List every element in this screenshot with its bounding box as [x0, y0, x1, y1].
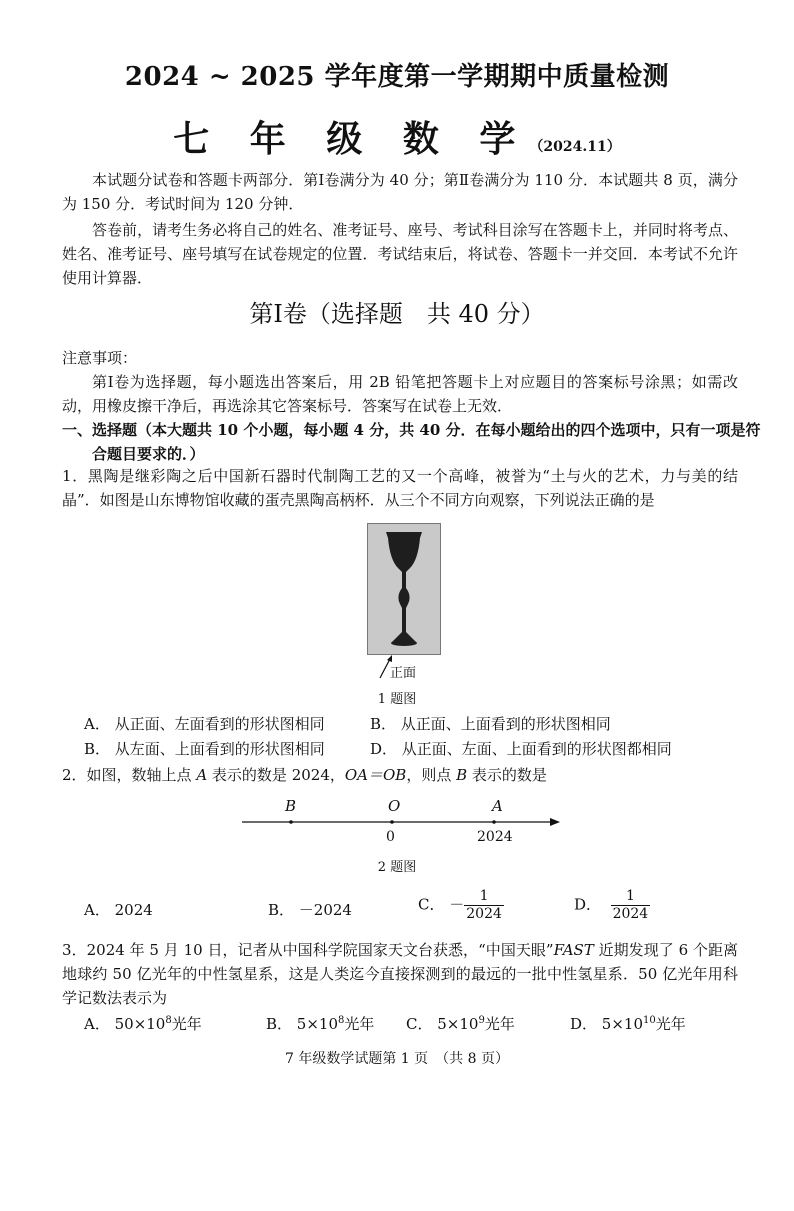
fraction-numerator: 1: [464, 888, 504, 906]
question-2-options-row: [84, 888, 744, 932]
q3-option-c-unit: 光年: [484, 1015, 515, 1033]
q2-option-c[interactable]: [418, 888, 504, 923]
q3-text-part: 3．2024 年 5 月 10 日，记者从中国科学院国家天文台获悉，“中国天眼”: [62, 941, 554, 959]
q2-equation: OA＝OB: [344, 766, 407, 784]
q3-option-d-base: D． 5×10: [570, 1015, 643, 1033]
q3-option-b-base: B． 5×10: [266, 1015, 338, 1033]
q3-option-d[interactable]: [570, 1012, 686, 1036]
cup-silhouette-icon: [368, 524, 440, 654]
q2-point-a: A: [196, 766, 208, 784]
section-instruction: 一、选择题（本大题共 10 个小题，每小题 4 分，共 40 分．在每小题给出的四个选项中，只有一项是符合题目要求的．）: [62, 421, 761, 463]
notice-label: 注意事项：: [62, 349, 138, 367]
q3-option-d-unit: 光年: [655, 1015, 686, 1033]
numberline-label-o: O: [388, 797, 401, 815]
q3-option-a[interactable]: [84, 1012, 202, 1036]
numberline-value-2024: 2024: [477, 829, 513, 845]
q3-option-b[interactable]: [266, 1012, 374, 1036]
number-line: [240, 814, 562, 830]
q2-option-c-fraction: [464, 888, 504, 923]
q3-option-a-base: A． 50×10: [84, 1015, 166, 1033]
question-2-text: [62, 763, 738, 787]
fraction-denominator: 2024: [466, 905, 502, 922]
section-title: 第Ⅰ卷（选择题 共 40 分）: [249, 300, 545, 328]
question-1-options-row-1: [84, 712, 744, 736]
question-3-options-row: [84, 1012, 744, 1038]
question-1-options-row-2: [84, 737, 744, 761]
q3-option-c[interactable]: [406, 1012, 515, 1036]
q2-option-a[interactable]: A． 2024: [84, 901, 153, 919]
q3-option-c-exponent: 9: [478, 1015, 485, 1026]
numberline-label-a: A: [492, 797, 503, 815]
q3-text-part: 近期发现了 6 个距离地球约 50 亿光年的中性氢星系，这是人类迄今直接探测到的最远的一批中性氢星系．50 亿光年用科学记数法表示为: [62, 941, 738, 1007]
q1-option-c[interactable]: B． 从左面、上面看到的形状图相同: [84, 740, 325, 758]
q2-text-part: ，则点: [406, 766, 457, 784]
q2-option-c-prefix: C． －: [418, 895, 465, 914]
numberline-label-b: B: [285, 797, 297, 815]
q2-text-part: 表示的数是 2024，: [207, 766, 345, 784]
notice-text: 第Ⅰ卷为选择题，每小题选出答案后，用 2B 铅笔把答题卡上对应题目的答案标号涂黑；如需改动，用橡皮擦干净后，再选涂其它答案标号．答案写在试卷上无效．: [62, 373, 738, 415]
figure-2-caption: 2 题图: [377, 860, 417, 875]
q3-option-b-unit: 光年: [344, 1015, 375, 1033]
intro-paragraph-1: 本试题分试卷和答题卡两部分．第Ⅰ卷满分为 40 分；第Ⅱ卷满分为 110 分．本试题共 8 页，满分为 150 分．考试时间为 120 分钟．: [62, 171, 738, 213]
exam-title: 2024 ~ 2025 学年度第一学期期中质量检测: [124, 62, 670, 92]
fraction-denominator: 2024: [612, 905, 649, 922]
numberline-value-0: 0: [386, 829, 395, 845]
question-1-text: 1．黑陶是继彩陶之后中国新石器时代制陶工艺的又一个高峰，被誉为“土与火的艺术，力与美的结晶”．如图是山东博物馆收藏的蛋壳黑陶高柄杯．从三个不同方向观察，下列说法正确的是: [62, 467, 738, 509]
front-label: 正面: [390, 666, 417, 681]
q3-option-c-base: C． 5×10: [406, 1015, 479, 1033]
q1-option-d[interactable]: D． 从正面、左面、上面看到的形状图都相同: [370, 740, 672, 758]
fraction-numerator: 1: [611, 888, 651, 906]
subject-title: [0, 118, 794, 161]
q3-option-d-exponent: 10: [643, 1015, 656, 1026]
q2-text-part: 表示的数是: [467, 766, 547, 784]
q2-point-b: B: [456, 766, 468, 784]
subject-name: 七 年 级 数 学: [173, 118, 530, 160]
q3-option-a-unit: 光年: [171, 1015, 202, 1033]
black-pottery-cup-photo: [367, 523, 441, 655]
q2-option-d-fraction: [611, 888, 651, 923]
exam-date: （2024.11）: [529, 139, 621, 155]
q3-option-a-exponent: 8: [165, 1015, 172, 1026]
q3-fast: FAST: [553, 941, 594, 959]
q1-option-b[interactable]: B． 从正面、上面看到的形状图相同: [370, 715, 611, 733]
page-footer: 7 年级数学试题第 1 页 （共 8 页）: [285, 1051, 509, 1067]
q3-option-b-exponent: 8: [338, 1015, 345, 1026]
q2-option-d-prefix: D．: [574, 895, 602, 914]
q2-option-b[interactable]: B． －2024: [268, 901, 352, 919]
q1-option-a[interactable]: A． 从正面、左面看到的形状图相同: [84, 715, 325, 733]
q2-text-part: 2．如图，数轴上点: [62, 766, 197, 784]
q2-option-d[interactable]: [574, 888, 650, 923]
intro-paragraph-2: 答卷前，请考生务必将自己的姓名、准考证号、座号、考试科目涂写在答题卡上，并同时将考点、姓名、准考证号、座号填写在试卷规定的位置．考试结束后，将试卷、答题卡一并交回．本考试不允许使用计算器．: [62, 221, 738, 287]
figure-1-caption: 1 题图: [377, 692, 417, 707]
question-3-text: [62, 938, 738, 1010]
